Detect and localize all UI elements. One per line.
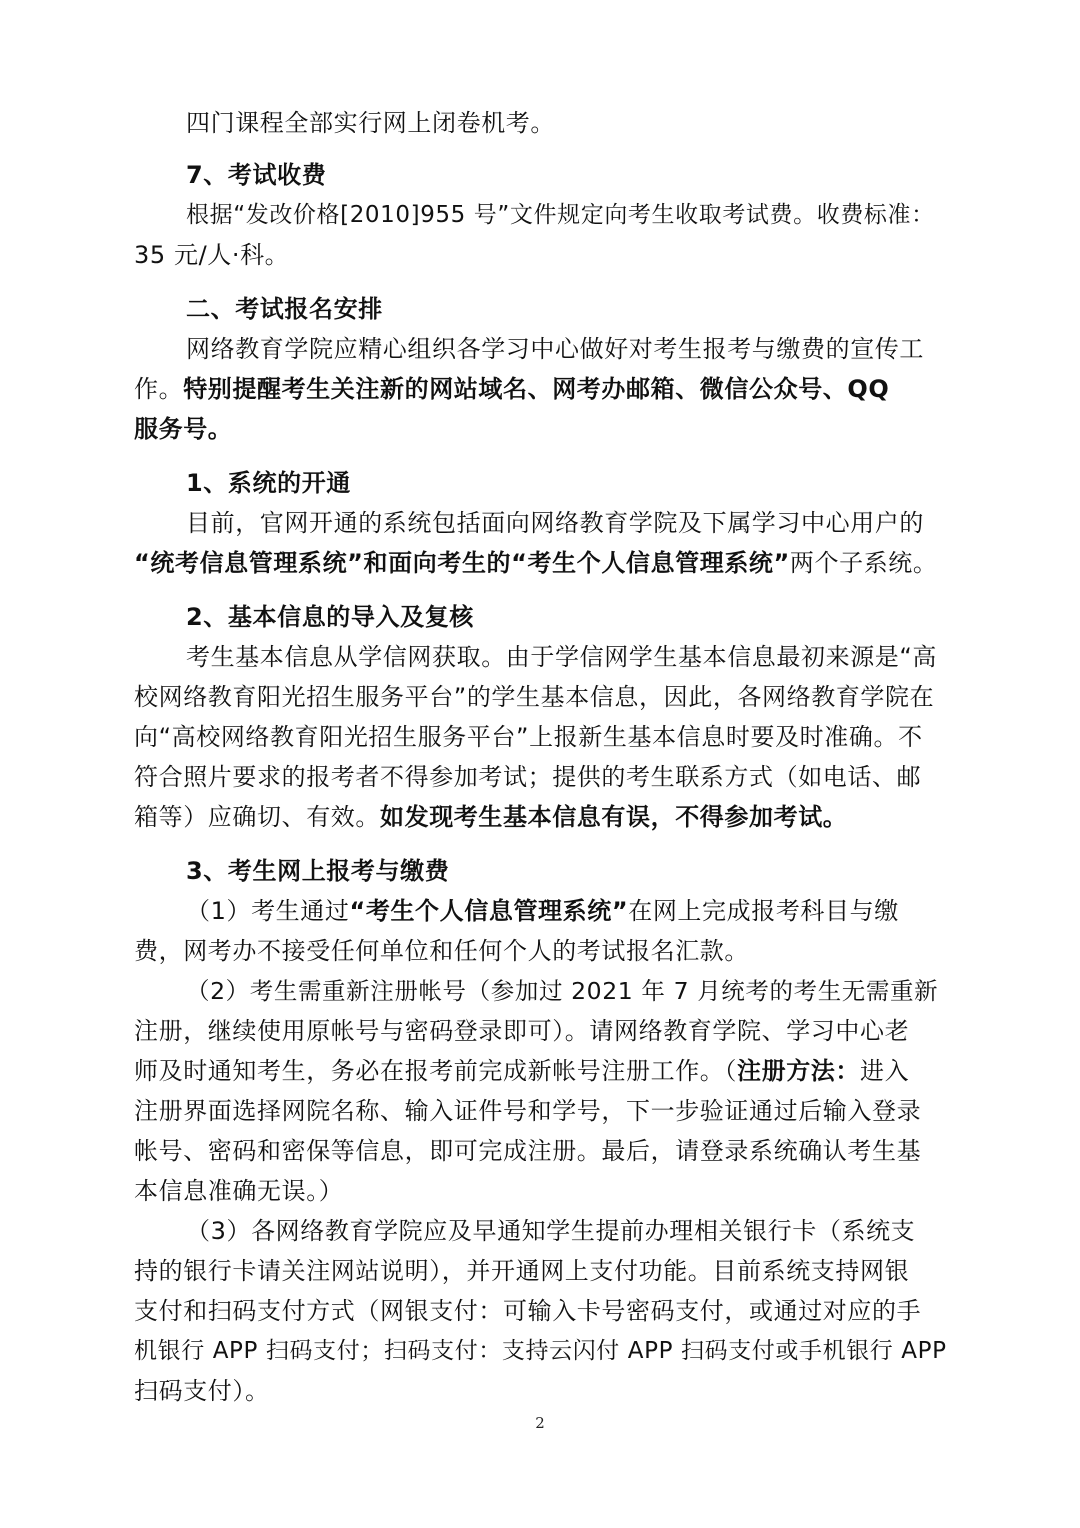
- bold-text-run: 3、考生网上报考与缴费: [186, 857, 450, 885]
- text-run: （2）考生需重新注册帐号（参加过 2021 年 7 月统考的考生无需重新: [186, 977, 939, 1005]
- body-line-online-8: [134, 1171, 948, 1211]
- body-line-info-2: [134, 677, 948, 717]
- text-run: 费，网考办不接受任何单位和任何个人的考试报名汇款。: [134, 937, 749, 965]
- body-line-online-6: [134, 1091, 948, 1131]
- bold-text-run: “考生个人信息管理系统”: [349, 897, 629, 925]
- text-run: 考生基本信息从学信网获取。由于学信网学生基本信息最初来源是“高: [186, 643, 938, 671]
- text-run: 机银行 APP 扫码支付；扫码支付：支持云闪付 APP 扫码支付或手机银行 APP: [134, 1338, 947, 1364]
- body-line-arrangement-2: [134, 369, 948, 409]
- text-run: 进入: [860, 1057, 910, 1085]
- text-run: （1）考生通过: [186, 897, 350, 925]
- body-line-fee-2: [134, 235, 948, 275]
- text-run: 校网络教育阳光招生服务平台”的学生基本信息，因此，各网络教育学院在: [134, 683, 935, 711]
- body-line-fee-1: [134, 195, 948, 235]
- text-run: 箱等）应确切、有效。: [134, 803, 380, 831]
- body-line-online-9: [134, 1211, 948, 1251]
- body-line-info-4: [134, 757, 948, 797]
- text-run: 帐号、密码和密保等信息，即可完成注册。最后，请登录系统确认考生基: [134, 1137, 922, 1165]
- text-run: （3）各网络教育学院应及早通知学生提前办理相关银行卡（系统支: [186, 1217, 916, 1245]
- text-run: 网络教育学院应精心组织各学习中心做好对考生报考与缴费的宣传工: [186, 335, 924, 363]
- text-run: 在网上完成报考科目与缴: [628, 897, 899, 925]
- bold-text-run: 2、基本信息的导入及复核: [186, 603, 474, 631]
- text-run: 注册界面选择网院名称、输入证件号和学号，下一步验证通过后输入登录: [134, 1097, 922, 1125]
- heading-basic-info: [134, 597, 948, 637]
- text-run: 作。: [134, 375, 184, 403]
- page-number: 2: [535, 1414, 545, 1432]
- body-line-online-1: [134, 891, 948, 931]
- bold-text-run: 注册方法：: [737, 1057, 860, 1085]
- bold-text-run: “统考信息管理系统”和面向考生的“考生个人信息管理系统”: [134, 549, 790, 577]
- bold-text-run: 如发现考生基本信息有误，不得参加考试。: [380, 803, 848, 831]
- text-run: 两个子系统。: [789, 549, 938, 577]
- bold-text-run: 7、考试收费: [186, 161, 327, 189]
- body-line-info-5: [134, 797, 948, 837]
- heading-exam-fee: [134, 155, 948, 195]
- text-run: 注册，继续使用原帐号与密码登录即可）。请网络教育学院、学习中心老: [134, 1017, 910, 1045]
- text-run: 支付和扫码支付方式（网银支付：可输入卡号密码支付，或通过对应的手: [134, 1297, 922, 1325]
- text-run: 35 元/人·科。: [134, 241, 290, 269]
- bold-text-run: 二、考试报名安排: [186, 295, 383, 323]
- body-line-arrangement-3: [134, 409, 948, 449]
- text-run: 师及时通知考生，务必在报考前完成新帐号注册工作。（: [134, 1057, 737, 1085]
- body-line-online-3: [134, 971, 948, 1011]
- text-run: 向“高校网络教育阳光招生服务平台”上报新生基本信息时要及时准确。不: [134, 723, 923, 751]
- body-line-system-1: [134, 503, 948, 543]
- body-line-online-11: [134, 1291, 948, 1331]
- body-line-online-12: [134, 1331, 948, 1371]
- text-run: 目前，官网开通的系统包括面向网络教育学院及下属学习中心用户的: [186, 509, 924, 537]
- heading-online-registration: [134, 851, 948, 891]
- heading-registration-arrangement: [134, 289, 948, 329]
- text-run: 符合照片要求的报考者不得参加考试；提供的考生联系方式（如电话、邮: [134, 763, 922, 791]
- text-run: 扫码支付）。: [134, 1377, 270, 1405]
- text-run: 四门课程全部实行网上闭卷机考。: [186, 109, 555, 137]
- body-line-online-7: [134, 1131, 948, 1171]
- text-run: 本信息准确无误。）: [134, 1177, 344, 1205]
- body-line-arrangement-1: [134, 329, 948, 369]
- bold-text-run: 1、系统的开通: [186, 469, 351, 497]
- body-line-info-3: [134, 717, 948, 757]
- text-run: 持的银行卡请关注网站说明），并开通网上支付功能。目前系统支持网银: [134, 1257, 910, 1285]
- body-line-online-5: [134, 1051, 948, 1091]
- body-line-online-10: [134, 1251, 948, 1291]
- document-page: [134, 103, 948, 1411]
- body-line-online-2: [134, 931, 948, 971]
- bold-text-run: 特别提醒考生关注新的网站域名、网考办邮箱、微信公众号、QQ: [183, 375, 890, 403]
- heading-system-opening: [134, 463, 948, 503]
- body-line-1: [134, 103, 948, 143]
- body-line-online-13: [134, 1371, 948, 1411]
- text-run: 根据“发改价格[2010]955 号”文件规定向考生收取考试费。收费标准：: [186, 202, 935, 228]
- body-line-info-1: [134, 637, 948, 677]
- bold-text-run: 服务号。: [134, 415, 233, 443]
- body-line-system-2: [134, 543, 948, 583]
- body-line-online-4: [134, 1011, 948, 1051]
